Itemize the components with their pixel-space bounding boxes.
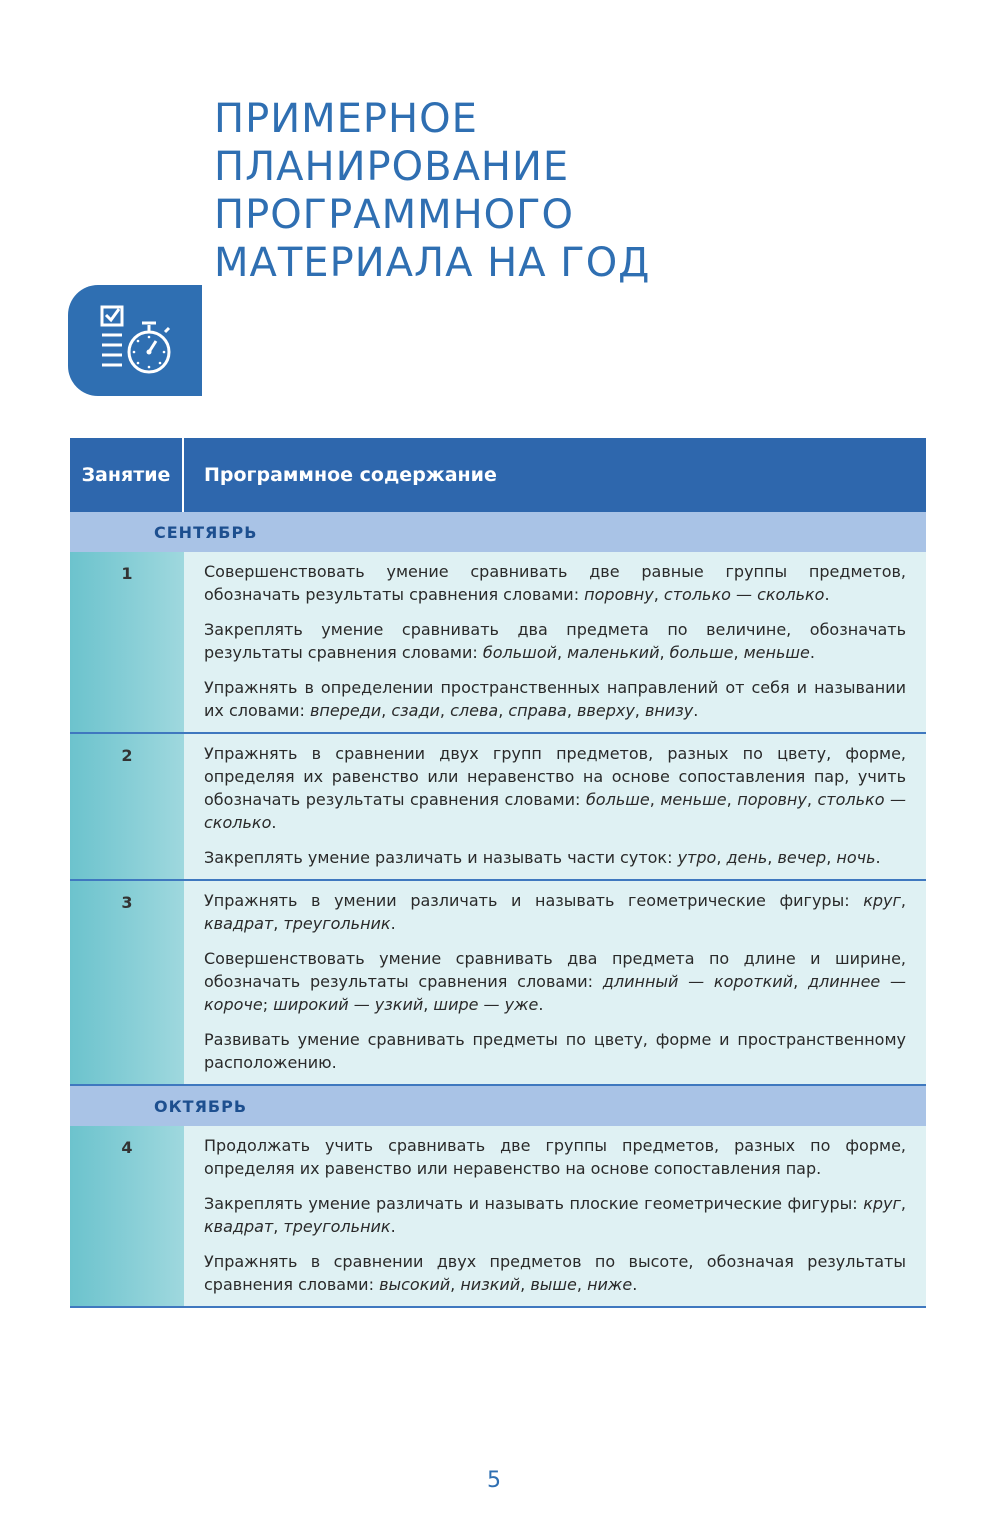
lesson-number: 3: [70, 881, 184, 1084]
text-segment: .: [390, 914, 396, 933]
page-number: 5: [487, 1468, 501, 1493]
text-segment: ,: [634, 701, 645, 720]
text-segment: ,: [716, 848, 727, 867]
text-segment: Упражнять в сравнении двух групп предметов, разных по цвету, форме, определяя их равенство или неравенство на основе сопоставления пар, учить обозначать результаты сравнения словами:: [204, 744, 906, 809]
lesson-content: [184, 734, 926, 879]
term-italic: длиннее — короче: [204, 972, 906, 1014]
term-italic: больше: [669, 643, 734, 662]
text-segment: ,: [793, 972, 808, 991]
table-row: [70, 734, 926, 881]
text-segment: ,: [273, 1217, 284, 1236]
text-segment: Продолжать учить сравнивать две группы предметов, разных по форме, определяя их равенство или неравенство на основе сопоставления пар.: [204, 1136, 906, 1178]
text-segment: ,: [381, 701, 392, 720]
text-segment: ,: [733, 643, 744, 662]
page-title: [214, 95, 914, 287]
title-line: ПРИМЕРНОЕ: [214, 96, 478, 142]
text-segment: Упражнять в определении пространственных направлений от себя и назывании их словами:: [204, 678, 906, 720]
text-segment: Закреплять умение различать и называть части суток:: [204, 848, 678, 867]
text-segment: .: [390, 1217, 396, 1236]
text-segment: .: [693, 701, 699, 720]
term-italic: ночь: [836, 848, 876, 867]
term-italic: квадрат: [204, 1217, 274, 1236]
lesson-number: 4: [70, 1126, 184, 1306]
month-band: ОКТЯБРЬ: [70, 1086, 926, 1126]
term-italic: широкий — узкий: [273, 995, 424, 1014]
text-segment: ,: [806, 790, 818, 809]
table-body: [70, 512, 926, 1308]
term-italic: длинный — короткий: [602, 972, 794, 991]
text-segment: ,: [900, 1194, 906, 1213]
content-paragraph: [204, 889, 906, 935]
content-paragraph: [204, 560, 906, 606]
term-italic: поровну: [584, 585, 654, 604]
lesson-number: 1: [70, 552, 184, 732]
lesson-content: [184, 881, 926, 1084]
text-segment: ,: [767, 848, 778, 867]
header-lesson: Занятие: [70, 438, 184, 512]
text-segment: ,: [557, 643, 568, 662]
term-italic: высокий: [379, 1275, 451, 1294]
lesson-number: 2: [70, 734, 184, 879]
header-content: Программное содержание: [204, 464, 497, 486]
term-italic: справа: [508, 701, 567, 720]
table-row: [70, 552, 926, 734]
term-italic: шире — уже: [433, 995, 539, 1014]
text-segment: ,: [726, 790, 738, 809]
text-segment: .: [824, 585, 830, 604]
text-segment: .: [809, 643, 815, 662]
content-paragraph: [204, 1134, 906, 1180]
text-segment: Закреплять умение различать и называть плоские геометрические фигуры:: [204, 1194, 864, 1213]
text-segment: ,: [659, 643, 670, 662]
program-table: [70, 438, 926, 1308]
term-italic: маленький: [567, 643, 660, 662]
text-segment: ,: [273, 914, 284, 933]
term-italic: день: [726, 848, 768, 867]
table-header: [70, 438, 926, 512]
text-segment: ,: [653, 585, 664, 604]
term-italic: вечер: [777, 848, 827, 867]
text-segment: Упражнять в умении различать и называть геометрические фигуры:: [204, 891, 864, 910]
text-segment: Закреплять умение сравнивать два предмета по величине, обозначать результаты сравнения словами:: [204, 620, 906, 662]
text-segment: ,: [439, 701, 451, 720]
term-italic: ниже: [587, 1275, 633, 1294]
term-italic: выше: [530, 1275, 577, 1294]
text-segment: ,: [900, 891, 906, 910]
text-segment: ,: [566, 701, 577, 720]
term-italic: впереди: [309, 701, 382, 720]
title-line: ПРОГРАММНОГО: [214, 192, 575, 238]
text-segment: Совершенствовать умение сравнивать два предмета по длине и ширине, обозначать результаты сравнения словами:: [204, 949, 906, 991]
text-segment: ,: [649, 790, 661, 809]
term-italic: меньше: [660, 790, 727, 809]
table-row: [70, 881, 926, 1086]
term-italic: больше: [585, 790, 650, 809]
term-italic: внизу: [644, 701, 694, 720]
title-line: МАТЕРИАЛА НА ГОД: [214, 240, 651, 286]
lesson-content: [184, 552, 926, 732]
text-segment: Упражнять в сравнении двух предметов по высоте, обозначая результаты сравнения словами:: [204, 1252, 906, 1294]
term-italic: сзади: [391, 701, 440, 720]
content-paragraph: [204, 742, 906, 834]
title-line: ПЛАНИРОВАНИЕ: [214, 144, 570, 190]
term-italic: слева: [450, 701, 499, 720]
content-paragraph: [204, 676, 906, 722]
checklist-stopwatch-icon: [68, 285, 202, 396]
text-segment: Развивать умение сравнивать предметы по цвету, форме и пространственному расположению.: [204, 1030, 906, 1072]
text-segment: .: [271, 813, 277, 832]
content-paragraph: [204, 1250, 906, 1296]
content-paragraph: [204, 1192, 906, 1238]
text-segment: ,: [826, 848, 837, 867]
text-segment: ,: [498, 701, 509, 720]
text-segment: Совершенствовать умение сравнивать две равные группы предметов, обозначать результаты сравнения словами:: [204, 562, 906, 604]
term-italic: столько — сколько: [663, 585, 825, 604]
content-paragraph: [204, 947, 906, 1016]
term-italic: треугольник: [283, 914, 391, 933]
text-segment: .: [875, 848, 881, 867]
term-italic: круг: [863, 891, 901, 910]
term-italic: поровну: [737, 790, 807, 809]
text-segment: .: [538, 995, 544, 1014]
text-segment: ,: [423, 995, 434, 1014]
term-italic: столько — сколько: [204, 790, 907, 832]
term-italic: круг: [863, 1194, 901, 1213]
month-band: СЕНТЯБРЬ: [70, 512, 926, 552]
text-segment: ;: [262, 995, 274, 1014]
lesson-content: [184, 1126, 926, 1306]
term-italic: квадрат: [204, 914, 274, 933]
term-italic: треугольник: [283, 1217, 391, 1236]
table-row: [70, 1126, 926, 1308]
text-segment: .: [632, 1275, 638, 1294]
text-segment: ,: [520, 1275, 531, 1294]
term-italic: утро: [677, 848, 717, 867]
text-segment: ,: [450, 1275, 461, 1294]
term-italic: низкий: [460, 1275, 521, 1294]
content-paragraph: [204, 618, 906, 664]
term-italic: меньше: [743, 643, 810, 662]
content-paragraph: [204, 846, 906, 869]
term-italic: вверху: [576, 701, 635, 720]
text-segment: ,: [576, 1275, 588, 1294]
term-italic: большой: [482, 643, 557, 662]
content-paragraph: [204, 1028, 906, 1074]
